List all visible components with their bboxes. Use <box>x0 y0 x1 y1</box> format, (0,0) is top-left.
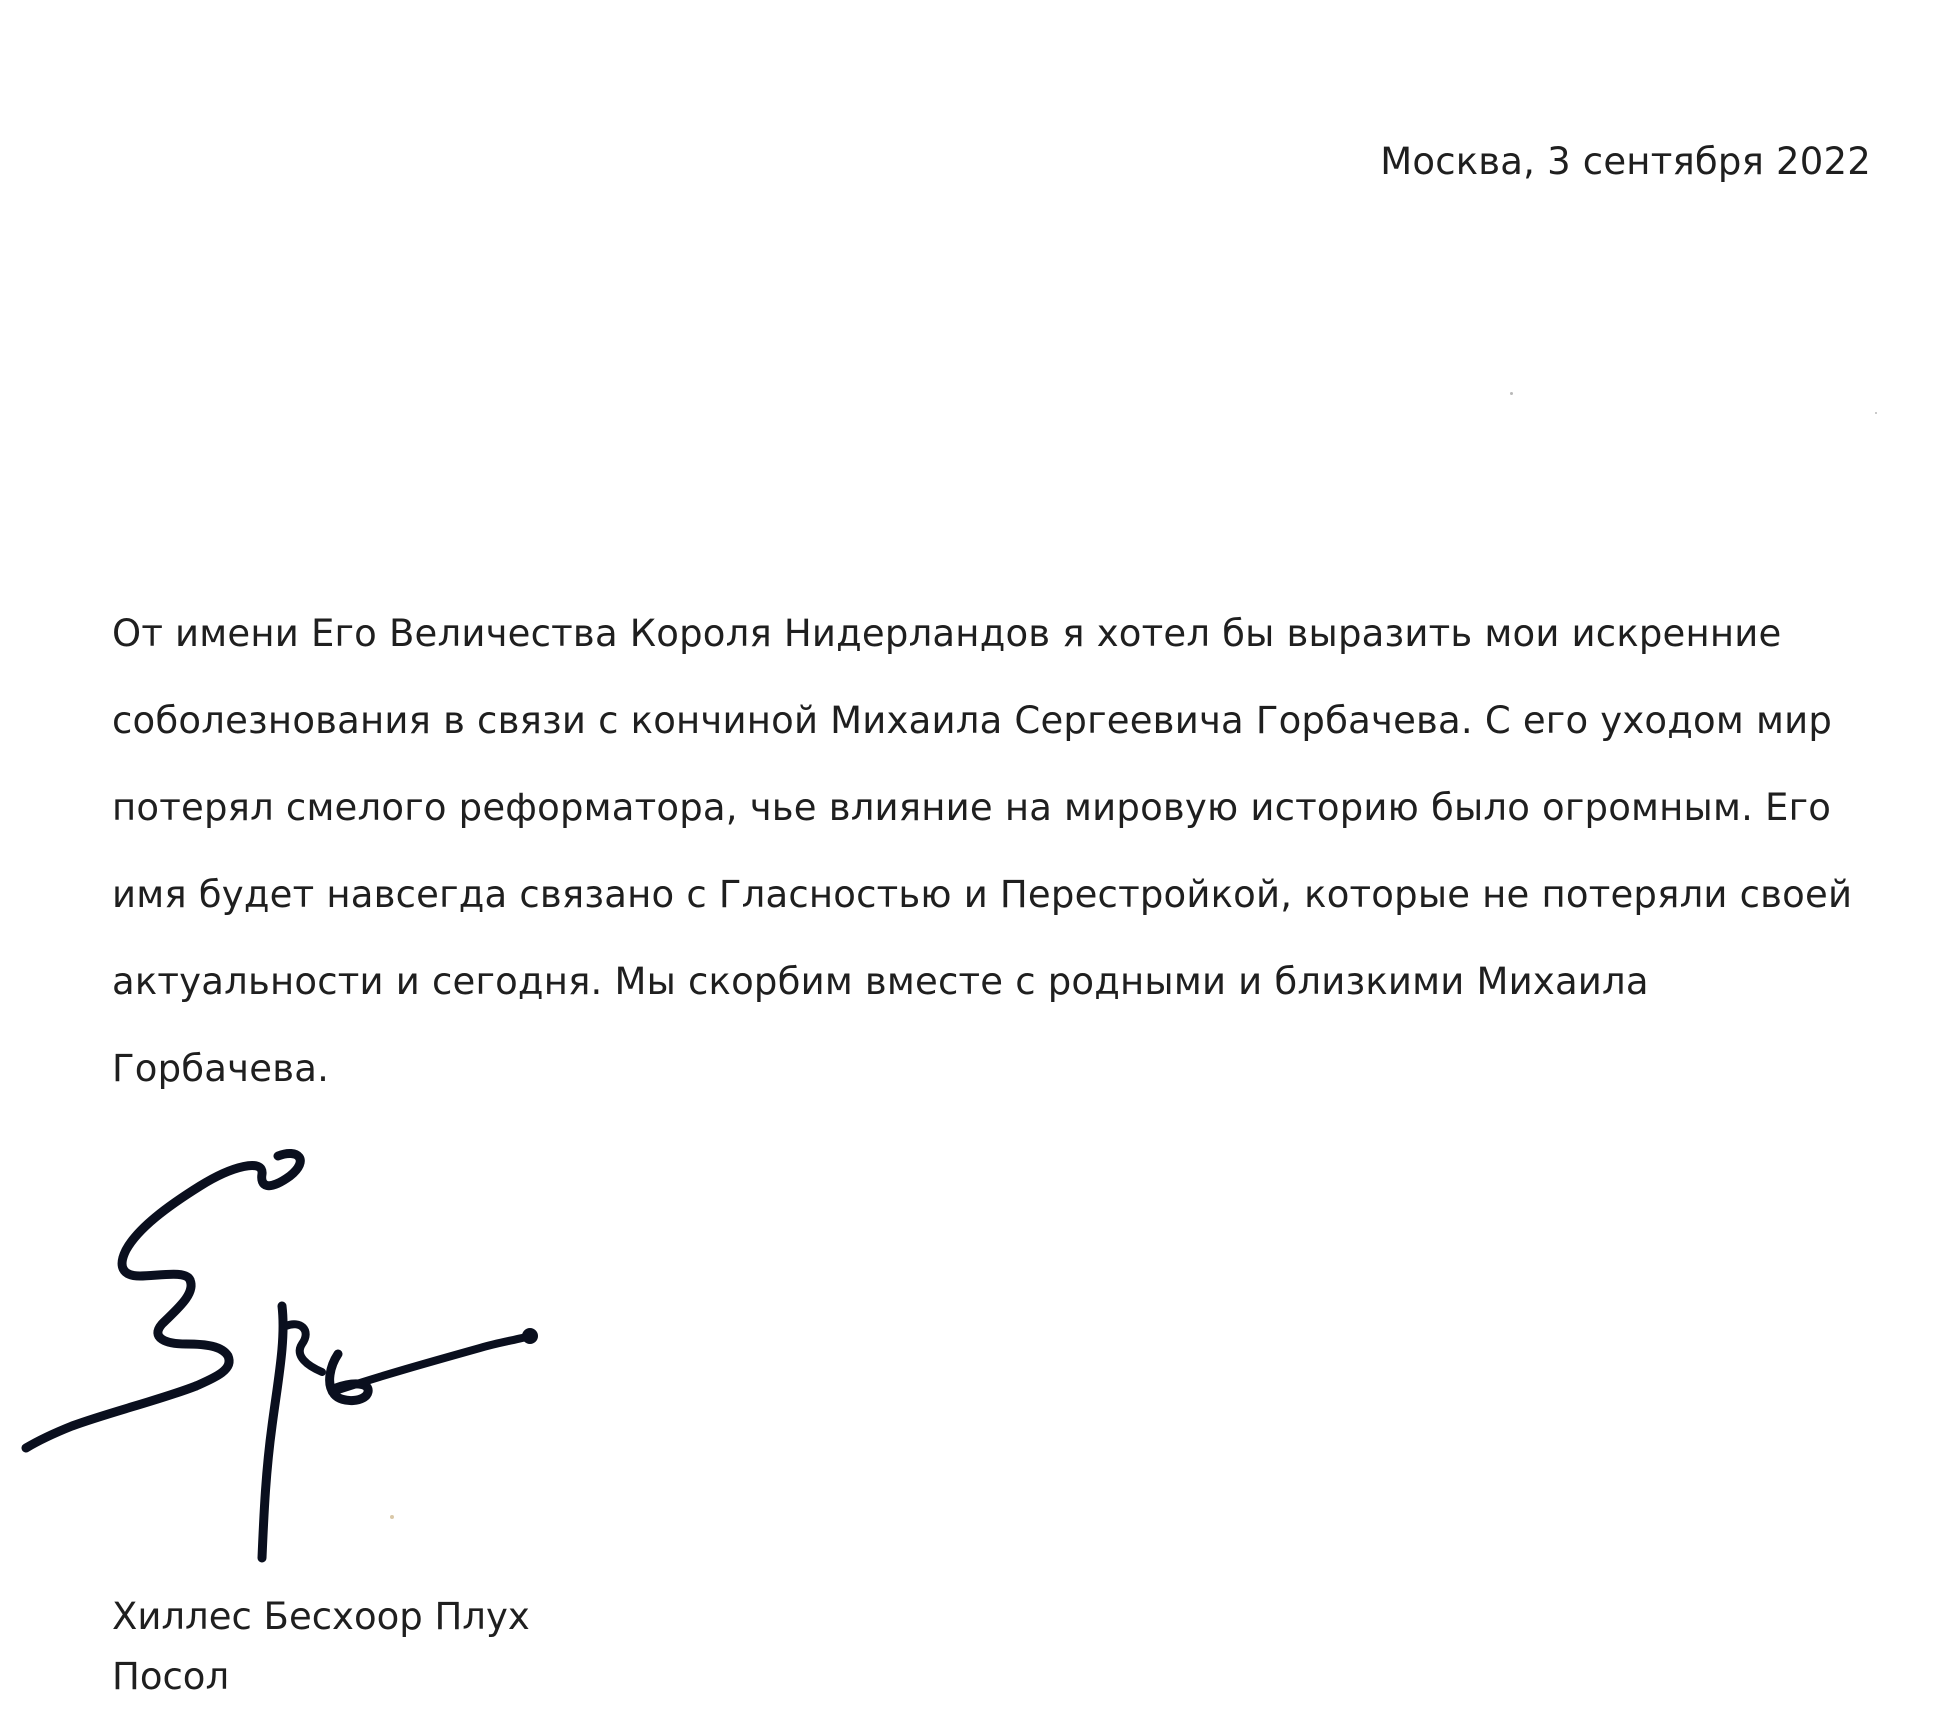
letter-body <box>112 590 1882 1112</box>
body-line-4: имя будет навсегда связано с Гласностью и Перестройкой, которые не потеряли своей <box>112 873 1853 916</box>
body-line-5: актуальности и сегодня. Мы скорбим вместе с родными и близкими Михаила <box>112 960 1649 1003</box>
letter-date: Москва, 3 сентября 2022 <box>1380 140 1871 183</box>
signer-title: Посол <box>112 1655 230 1698</box>
body-line-2: соболезнования в связи с кончиной Михаила Сергеевича Горбачева. С его уходом мир <box>112 699 1833 742</box>
body-line-1: От имени Его Величества Короля Нидерландов я хотел бы выразить мои искренние <box>112 612 1782 655</box>
scan-speck <box>1875 412 1877 414</box>
signer-name: Хиллес Бесхоор Плух <box>112 1595 530 1638</box>
handwritten-signature <box>0 1130 580 1570</box>
scan-speck <box>1510 392 1513 395</box>
scan-speck <box>390 1515 394 1519</box>
body-line-3: потерял смелого реформатора, чье влияние на мировую историю было огромным. Его <box>112 786 1832 829</box>
body-line-6: Горбачева. <box>112 1047 330 1090</box>
